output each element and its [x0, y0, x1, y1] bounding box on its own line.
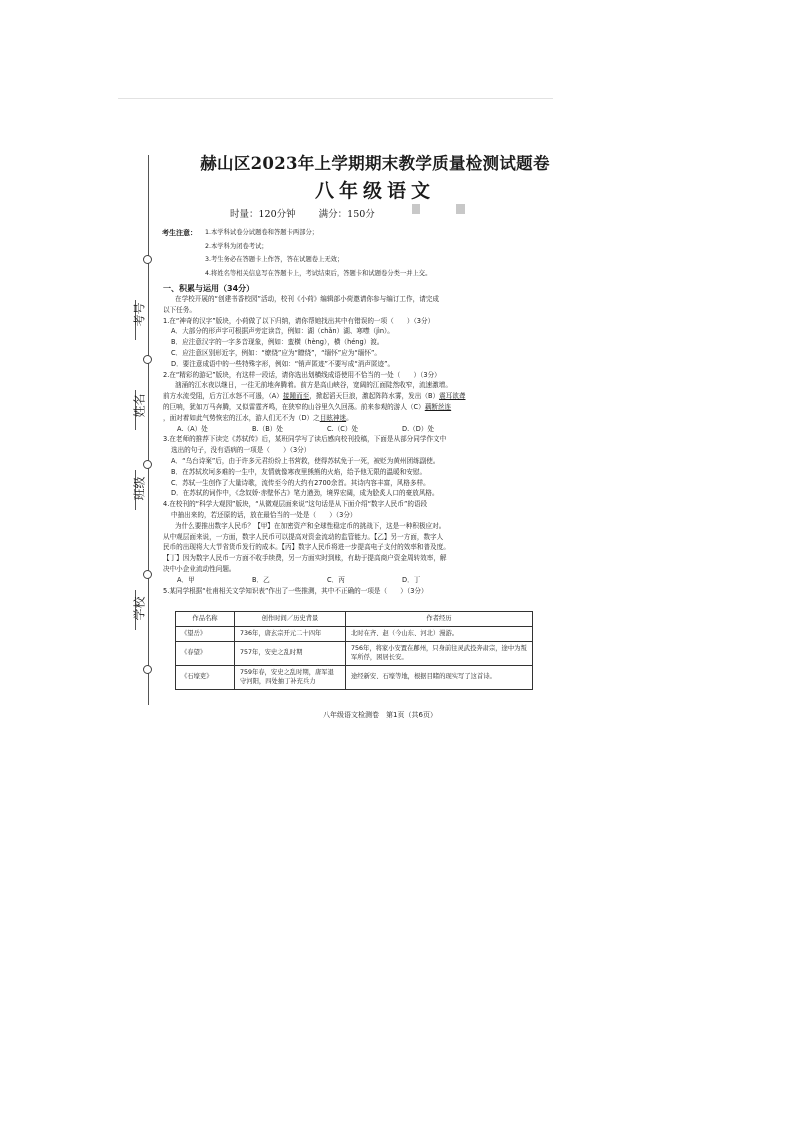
question-2-option: D.（D）处 — [402, 424, 435, 433]
full-score: 满分：150分 — [318, 209, 375, 220]
exam-meta — [230, 206, 395, 220]
question-1-option: B．应注意汉字的一字多音现象，例如：蛮横（hèng），横（héng）渡。 — [171, 338, 384, 347]
exam-number-label: 考号 — [132, 302, 147, 327]
question-4-option: B．乙 — [252, 575, 270, 584]
question-4-passage: 决中小企业流动性问题。 — [163, 564, 236, 573]
question-3-option: D．在苏轼的词作中，《念奴娇·赤壁怀古》笔力遒劲，境界宏阔，成为脍炙人口的豪放风格。 — [171, 489, 439, 498]
notice-item: 2.本学科为闭卷考试； — [205, 242, 268, 250]
question-2-option: A.（A）处 — [177, 424, 208, 433]
table-header-row — [176, 612, 533, 627]
binding-hole — [143, 255, 152, 264]
top-rule — [118, 98, 553, 99]
notice-item: 3.考生务必在答题卡上作答，答在试题卷上无效； — [205, 256, 344, 263]
table-cell: 《望岳》 — [176, 627, 235, 642]
question-2-stem: 2.在“精彩的游记”版块，有这样一段话，请你选出划横线成语使用不恰当的一处（ ）（3分） — [163, 370, 441, 379]
binding-hole — [143, 460, 152, 469]
table-cell: 北时在齐、赵（今山东、河北）漫游。 — [346, 627, 533, 642]
question-4-passage: 【丁】因为数字人民币一方面不收手续费，另一方面实时到账，有助于提高商户资金周转效率，解 — [163, 554, 447, 563]
exam-title: 赫山区2023年上学期期末教学质量检测试题卷 — [200, 154, 550, 173]
passage-text: 。 — [346, 413, 353, 422]
question-2-option: B.（B）处 — [252, 424, 283, 433]
exam-subtitle: 八年级语文 — [314, 180, 435, 202]
table-cell: 《石壕吏》 — [176, 665, 235, 689]
section-intro: 以下任务。 — [163, 305, 196, 314]
notice-item: 1.本学科试卷分试题卷和答题卡两部分； — [205, 229, 319, 236]
question-4-passage: 为什么要推出数字人民币？【甲】在加密资产和全球性稳定币的挑战下，这是一种积极应对。 — [175, 521, 446, 530]
table-cell: 757年，安史之乱时期 — [235, 641, 346, 665]
question-4-options — [163, 575, 548, 586]
section-intro: 在学校开展的“创建书香校园”活动，校刊《小荷》编辑部小荷邀请你参与编订工作，请完成 — [175, 295, 439, 303]
question-1-option: A．大部分的形声字可根据声旁定读音，例如：湖（chǎn）湖、寒噤（jìn）。 — [171, 327, 394, 336]
question-3-stem: 3.在老师的推荐下读完《苏轼传》后，某班同学写了读后感向校刊投稿，下面是从部分同学作文中 — [163, 435, 447, 444]
term-b: 震耳欲聋 — [439, 392, 466, 401]
school-label: 学校 — [132, 596, 147, 621]
question-2-options — [163, 424, 548, 435]
question-4-stem: 中抽出来的，若还原的话，放在最恰当的一处是（ ）（3分） — [171, 510, 357, 519]
name-label: 姓名 — [132, 393, 147, 418]
table-cell: 途经新安、石壕等地，根据目睹的现实写了这首诗。 — [346, 665, 533, 689]
table-header: 作者经历 — [346, 612, 533, 627]
question-1-option: C．应注意区别形近字，例如：“缭绕”应为“瞭绕”，“缅怀”应为“缅怀”。 — [171, 348, 381, 357]
binding-hole — [143, 570, 152, 579]
class-label: 班级 — [132, 476, 147, 501]
du-fu-table — [175, 611, 533, 690]
table-cell: 《春望》 — [176, 641, 235, 665]
page-footer: 八年级语文检测卷 第1页（共6页） — [323, 711, 437, 719]
question-2-option: C.（C）处 — [327, 424, 359, 433]
binding-hole — [143, 665, 152, 674]
table-cell: 736年，唐玄宗开元二十四年 — [235, 627, 346, 642]
question-1-option: D．要注意成语中的一些特殊字形，例如：“销声匿迹”不要写成“消声匿迹”。 — [171, 359, 395, 368]
table-header: 作品名称 — [176, 612, 235, 627]
binding-line — [148, 155, 149, 705]
question-4-passage: 民币的出现将大大节省货币发行的成本。【丙】数字人民币将进一步提高电子支付的效率和普及度。 — [163, 543, 450, 552]
time-limit: 时量：120分钟 — [230, 209, 296, 220]
scan-smudge — [456, 204, 465, 214]
question-3-stem: 选出的句子，没有语病的一项是（ ）（3分） — [171, 446, 311, 455]
term-d: 目眩神迷 — [319, 413, 347, 422]
table-cell: 756年，将家小安置在鄜州，只身前往灵武投奔肃宗，途中为叛军所俘，困居长安。 — [346, 641, 533, 665]
table-row — [176, 641, 533, 665]
question-4-option: D．丁 — [402, 575, 421, 584]
table-row — [176, 665, 533, 689]
passage-text: 的巨响，犹如万马奔腾，又似雷霆齐鸣，在狭窄的山谷里久久回荡。前来参观的游人（C） — [163, 402, 425, 411]
passage-text: ，掀起滔天巨浪，激起阵阵水雾，发出（B） — [309, 392, 440, 401]
question-4-passage: 从中观层面来说，一方面，数字人民币可以提高对资金流动的监管能力。【乙】另一方面，数字人 — [163, 532, 444, 541]
question-1-stem: 1.在“神奇的汉字”版块，小荷做了以下归纳，请你帮她找出其中有错误的一项（ ）（3分） — [163, 316, 435, 325]
question-4-stem: 4.在校刊的“科学大观园”版块，“从微观层面来说”这句话是从下面介绍“数字人民币”的语段 — [163, 500, 428, 509]
binding-hole — [143, 355, 152, 364]
question-2-passage — [163, 413, 548, 424]
question-2-passage — [163, 402, 548, 413]
passage-text: ，面对着如此气势恢宏的江水，游人们无不为（D）之 — [163, 413, 320, 422]
table-row — [176, 627, 533, 642]
term-a: 接踵而至 — [282, 392, 310, 401]
question-4-option: A．甲 — [177, 575, 195, 584]
notice-item: 4.将姓名等相关信息写在答题卡上，考试结束后，答题卡和试题卷分类一并上交。 — [205, 269, 432, 277]
question-5-stem: 5.某同学根据“杜甫相关文学知识表”作出了一些推测，其中不正确的一项是（ ）（3分） — [163, 586, 428, 595]
question-2-passage: 汹涌的江水夜以继日，一往无前地奔腾着。前方是高山峡谷，宽阔的江面陡然收窄，流速激增。 — [175, 381, 452, 390]
question-2-passage — [163, 391, 548, 402]
question-3-option: A．“乌台诗案”后，由于许多元君纷纷上书营救，使得苏轼免于一死，被贬为黄州团练副使。 — [171, 456, 440, 465]
notice-list — [205, 226, 431, 280]
term-c: 藕断丝连 — [424, 402, 452, 411]
question-3-option: C．苏轼一生创作了大量诗歌，流传至今的大约有2700余首。其诗内容丰富，风格多样。 — [171, 478, 430, 487]
table-cell: 759年春，安史之乱时期，唐军退守河阳，四处抽丁补充兵力 — [235, 665, 346, 689]
question-3-option: B．在苏轼坎坷多难的一生中，友情就像寒夜里熊熊的火焰，给予他无限的温暖和安慰。 — [171, 467, 427, 476]
section-title: 一、积累与运用（34分） — [163, 284, 255, 293]
notice-label: 考生注意： — [162, 229, 197, 237]
question-body — [163, 294, 548, 596]
question-4-option: C．丙 — [327, 575, 345, 584]
passage-text: 前方水流受阻，后方江水怒不可遏，（A） — [163, 392, 283, 401]
scan-smudge — [412, 204, 420, 214]
table-header: 创作时间／历史背景 — [235, 612, 346, 627]
